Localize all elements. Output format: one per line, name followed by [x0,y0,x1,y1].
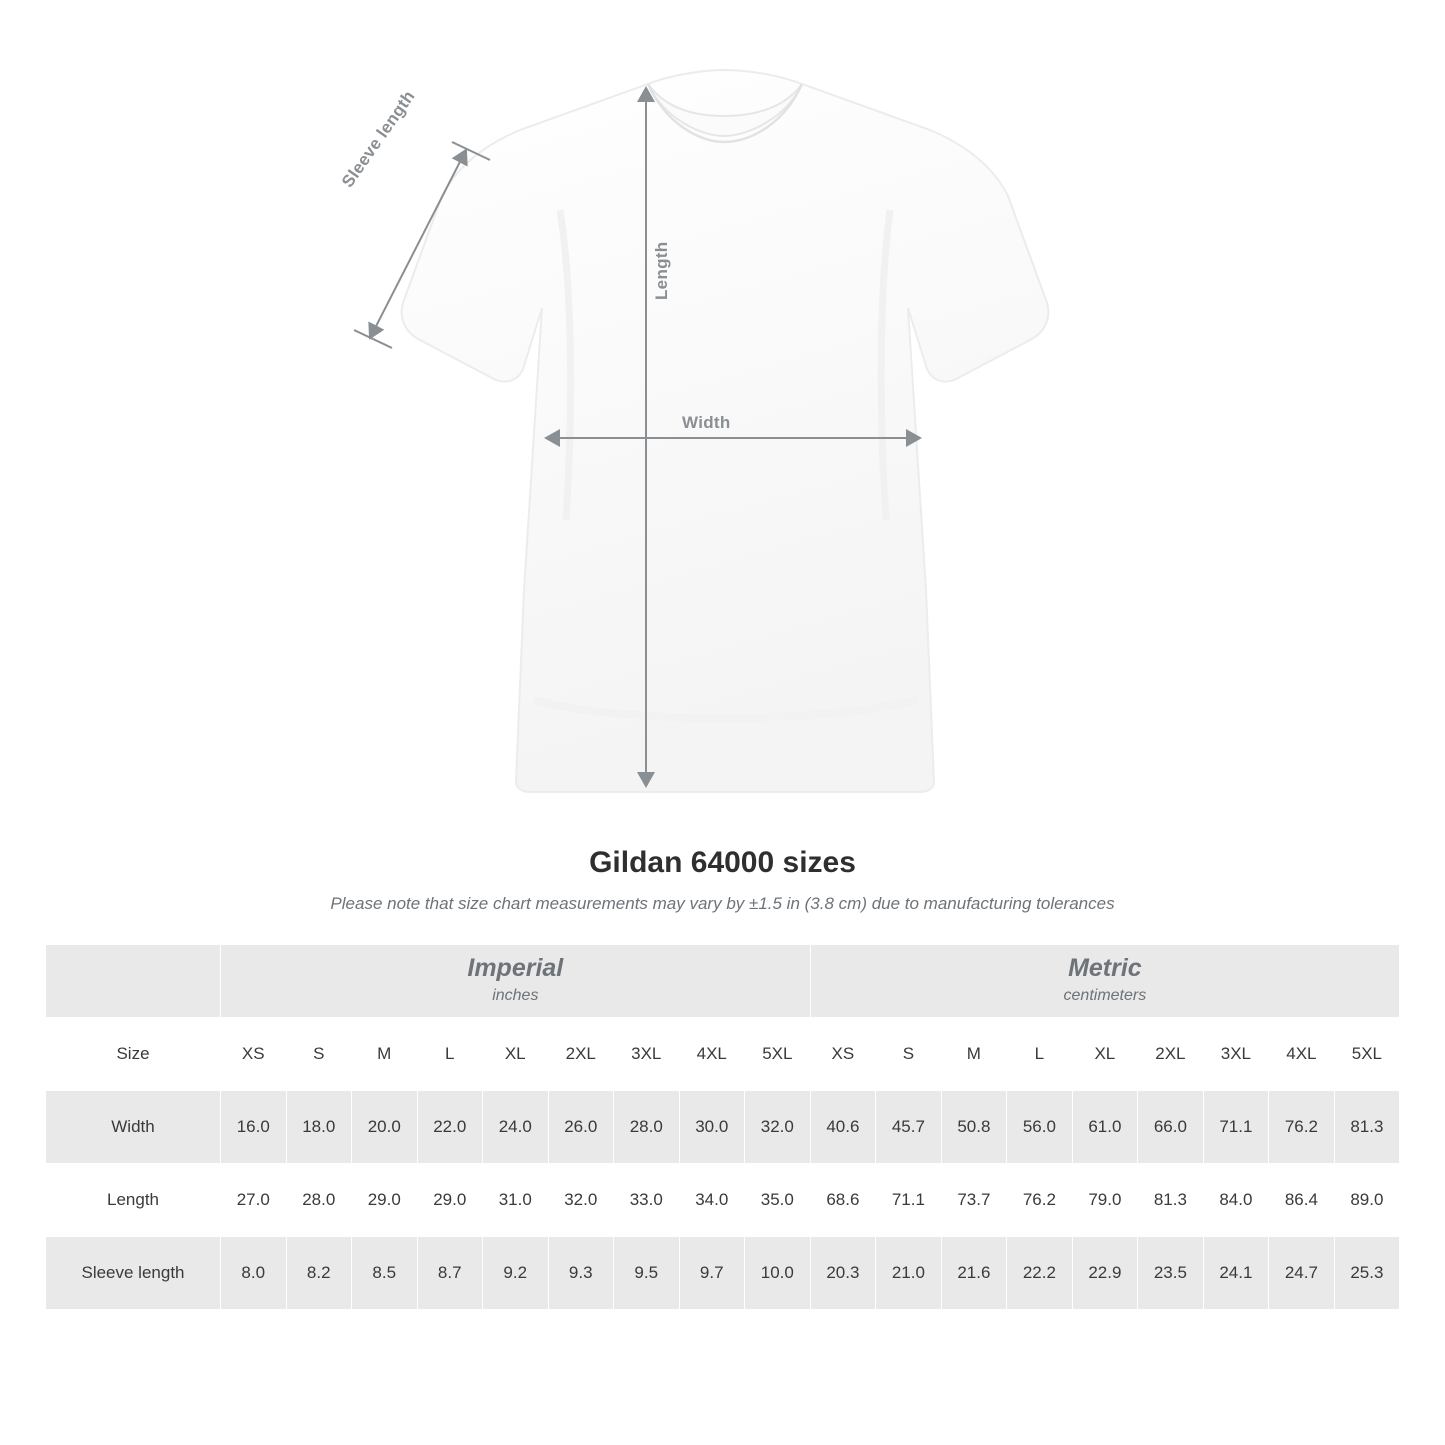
cell-length-imperial-3xl: 33.0 [614,1164,680,1237]
cell-sleeve-metric-3xl: 24.1 [1203,1237,1269,1310]
size-header-metric-xs: XS [810,1018,876,1091]
table-row [46,1164,1400,1237]
size-table-wrap [45,944,1400,1310]
cell-sleeve-imperial-3xl: 9.5 [614,1237,680,1310]
size-header-metric-3xl: 3XL [1203,1018,1269,1091]
cell-length-metric-s: 71.1 [876,1164,942,1237]
cell-sleeve-imperial-4xl: 9.7 [679,1237,745,1310]
cell-sleeve-imperial-m: 8.5 [352,1237,418,1310]
cell-width-metric-s: 45.7 [876,1091,942,1164]
cell-width-metric-xs: 40.6 [810,1091,876,1164]
size-header-row [46,1018,1400,1091]
cell-length-metric-xs: 68.6 [810,1164,876,1237]
size-chart-table [45,944,1400,1310]
cell-width-metric-4xl: 76.2 [1269,1091,1335,1164]
cell-length-metric-5xl: 89.0 [1334,1164,1400,1237]
cell-width-imperial-m: 20.0 [352,1091,418,1164]
cell-length-imperial-m: 29.0 [352,1164,418,1237]
cell-width-metric-m: 50.8 [941,1091,1007,1164]
size-header-imperial-m: M [352,1018,418,1091]
cell-sleeve-metric-l: 22.2 [1007,1237,1073,1310]
size-header-imperial-4xl: 4XL [679,1018,745,1091]
cell-width-imperial-5xl: 32.0 [745,1091,811,1164]
cell-sleeve-imperial-5xl: 10.0 [745,1237,811,1310]
cell-sleeve-metric-2xl: 23.5 [1138,1237,1204,1310]
table-row [46,1091,1400,1164]
size-header-imperial-5xl: 5XL [745,1018,811,1091]
cell-sleeve-metric-5xl: 25.3 [1334,1237,1400,1310]
cell-sleeve-metric-m: 21.6 [941,1237,1007,1310]
cell-length-imperial-s: 28.0 [286,1164,352,1237]
sleeve-length-label: Sleeve length [338,87,419,191]
cell-sleeve-metric-4xl: 24.7 [1269,1237,1335,1310]
cell-length-metric-4xl: 86.4 [1269,1164,1335,1237]
size-header-label: Size [46,1018,221,1091]
cell-length-metric-l: 76.2 [1007,1164,1073,1237]
unit-title-metric: Metric [1068,953,1142,982]
unit-header-imperial [221,945,811,1018]
row-label-width: Width [46,1091,221,1164]
cell-length-imperial-l: 29.0 [417,1164,483,1237]
cell-sleeve-imperial-xs: 8.0 [221,1237,287,1310]
cell-width-imperial-xs: 16.0 [221,1091,287,1164]
size-header-metric-5xl: 5XL [1334,1018,1400,1091]
cell-width-metric-l: 56.0 [1007,1091,1073,1164]
cell-length-imperial-xl: 31.0 [483,1164,549,1237]
size-header-imperial-xl: XL [483,1018,549,1091]
cell-length-imperial-4xl: 34.0 [679,1164,745,1237]
cell-sleeve-imperial-s: 8.2 [286,1237,352,1310]
cell-width-metric-5xl: 81.3 [1334,1091,1400,1164]
unit-sub-imperial: inches [492,986,539,1004]
unit-header-spacer [46,945,221,1018]
unit-header-row [46,945,1400,1018]
table-row [46,1237,1400,1310]
size-header-metric-s: S [876,1018,942,1091]
cell-width-metric-xl: 61.0 [1072,1091,1138,1164]
unit-title-imperial: Imperial [467,953,564,982]
tolerance-note: Please note that size chart measurements may vary by ±1.5 in (3.8 cm) due to manufacturing tolerances [330,894,1115,913]
cell-sleeve-metric-s: 21.0 [876,1237,942,1310]
cell-length-metric-3xl: 84.0 [1203,1164,1269,1237]
size-header-metric-xl: XL [1072,1018,1138,1091]
size-header-imperial-l: L [417,1018,483,1091]
size-header-imperial-xs: XS [221,1018,287,1091]
row-label-length: Length [46,1164,221,1237]
cell-sleeve-imperial-2xl: 9.3 [548,1237,614,1310]
cell-sleeve-imperial-xl: 9.2 [483,1237,549,1310]
unit-header-metric [810,945,1400,1018]
cell-width-imperial-2xl: 26.0 [548,1091,614,1164]
cell-width-imperial-l: 22.0 [417,1091,483,1164]
cell-sleeve-imperial-l: 8.7 [417,1237,483,1310]
width-label: Width [682,413,731,432]
size-header-metric-2xl: 2XL [1138,1018,1204,1091]
size-header-imperial-3xl: 3XL [614,1018,680,1091]
unit-sub-metric: centimeters [1063,986,1147,1004]
heading-block [0,846,1445,914]
cell-width-imperial-4xl: 30.0 [679,1091,745,1164]
size-header-metric-4xl: 4XL [1269,1018,1335,1091]
cell-sleeve-metric-xs: 20.3 [810,1237,876,1310]
cell-length-metric-2xl: 81.3 [1138,1164,1204,1237]
size-header-imperial-2xl: 2XL [548,1018,614,1091]
row-label-sleeve-length: Sleeve length [46,1237,221,1310]
cell-width-metric-2xl: 66.0 [1138,1091,1204,1164]
size-header-metric-m: M [941,1018,1007,1091]
cell-length-imperial-2xl: 32.0 [548,1164,614,1237]
cell-width-imperial-xl: 24.0 [483,1091,549,1164]
length-label: Length [652,241,671,300]
size-header-metric-l: L [1007,1018,1073,1091]
cell-width-imperial-s: 18.0 [286,1091,352,1164]
cell-width-imperial-3xl: 28.0 [614,1091,680,1164]
size-header-imperial-s: S [286,1018,352,1091]
cell-sleeve-metric-xl: 22.9 [1072,1237,1138,1310]
cell-width-metric-3xl: 71.1 [1203,1091,1269,1164]
cell-length-metric-xl: 79.0 [1072,1164,1138,1237]
page-title: Gildan 64000 sizes [589,846,856,879]
cell-length-imperial-5xl: 35.0 [745,1164,811,1237]
cell-length-metric-m: 73.7 [941,1164,1007,1237]
cell-length-imperial-xs: 27.0 [221,1164,287,1237]
